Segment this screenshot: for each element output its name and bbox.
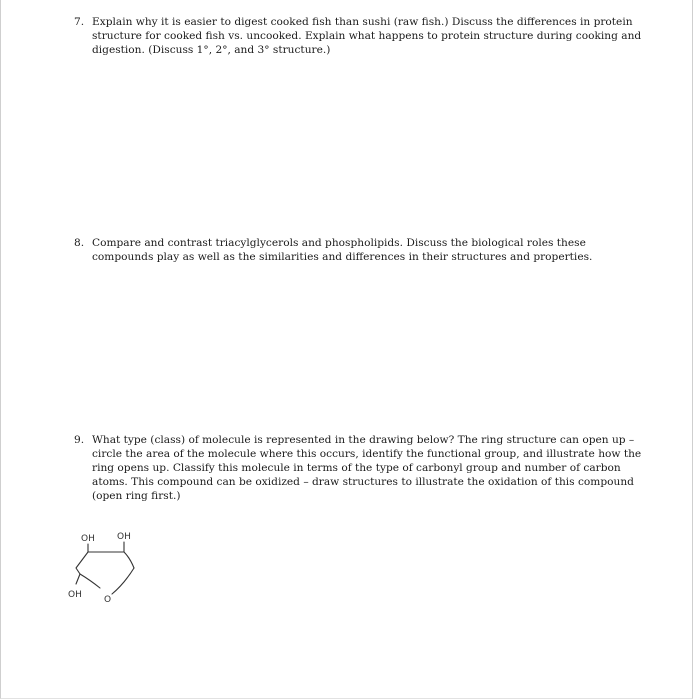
ring-oxygen-label: O <box>104 595 112 604</box>
molecule-drawing <box>60 522 150 604</box>
question-9-number: 9. <box>74 434 85 446</box>
question-8 <box>74 236 654 266</box>
oh-left-label: OH <box>81 534 95 544</box>
oh-right-label: OH <box>117 532 131 542</box>
question-8-text: Compare and contrast triacylglycerols and phospholipids. Discuss the biological roles these compounds play as well as the similarities and differences in their structures and properties. <box>92 237 593 263</box>
question-7-number: 7. <box>74 16 85 28</box>
question-7-text: Explain why it is easier to digest cooked fish than sushi (raw fish.) Discuss the differences in protein structure for cooked fish vs. uncooked. Explain what happens to protein structure during cooking and digestion. (Discuss 1°, 2°, and 3° structure.) <box>92 16 642 56</box>
question-9 <box>74 433 654 502</box>
oh-bottom-label: OH <box>68 590 82 600</box>
question-7 <box>74 15 654 60</box>
question-8-number: 8. <box>74 237 85 249</box>
question-9-text: What type (class) of molecule is represented in the drawing below? The ring structure can open up – circle the area of the molecule where this occurs, identify the functional group, and illustrate how the ring opens up. Classify this molecule in terms of the type of carbonyl group and number of carbon atoms. This compound can be oxidized – draw structures to illustrate the oxidation of this compound (open ring first.) <box>92 434 642 502</box>
pentose-ring-icon <box>60 522 150 604</box>
